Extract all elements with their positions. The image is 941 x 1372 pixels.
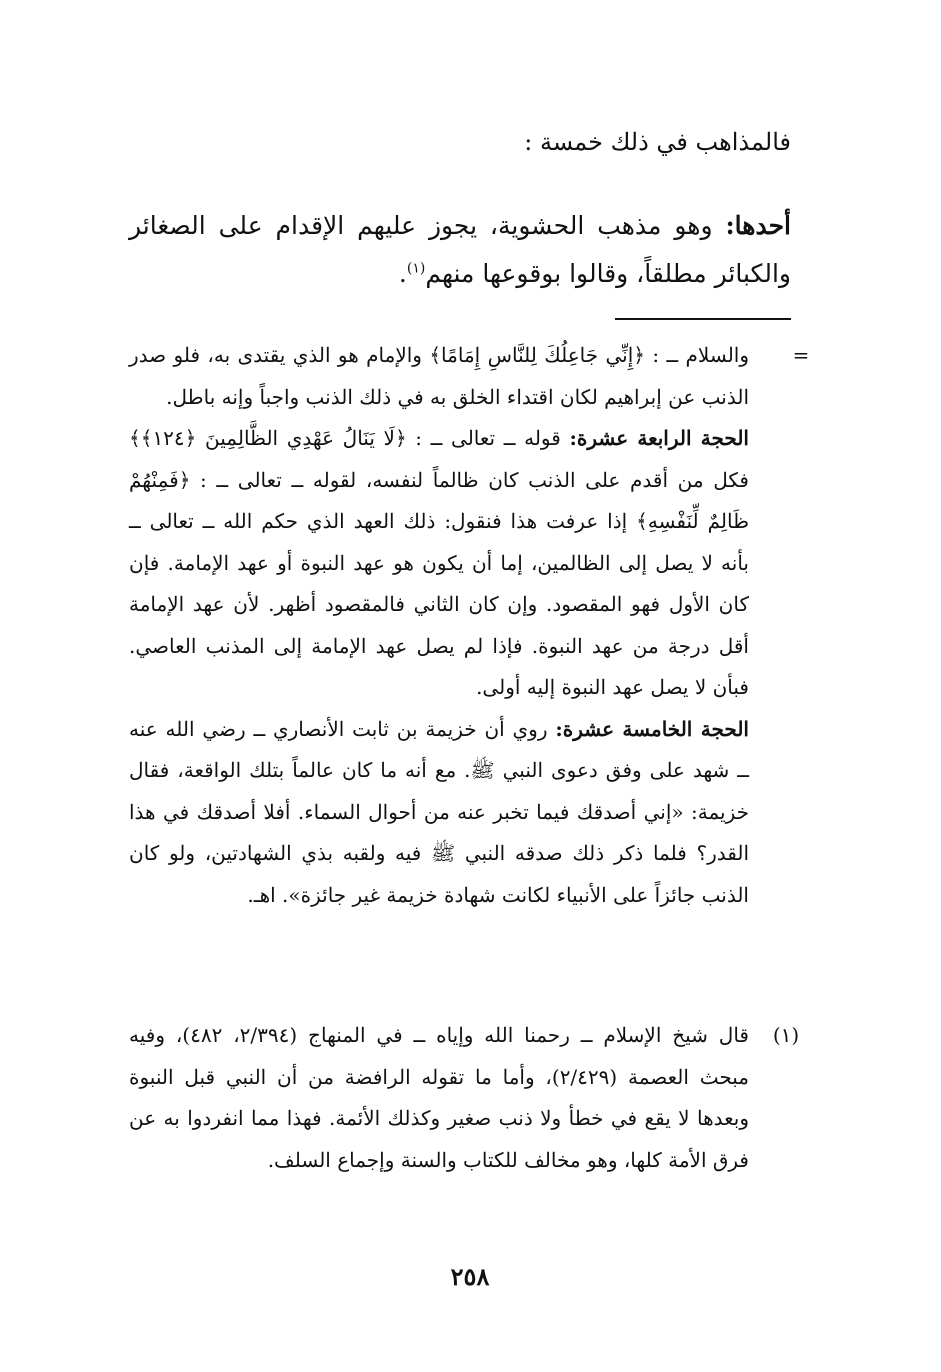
continued-footnote-paragraph-3 [129, 709, 749, 917]
argument-15-text: روي أن خزيمة بن ثابت الأنصاري ــ رضي الله عنه ــ شهد على وفق دعوى النبي ﷺ. مع أنه ما كان عالماً بتلك الواقعة، فقال خزيمة: «إني أصدقك فيما تخبر عنه من أحوال السماء. أفلا أصدقك في هذا القدر؟ فلما ذكر ذلك صدقه النبي ﷺ فيه ولقبه بذي الشهادتين، ولو كان الذنب جائزاً على الأنبياء لكانت شهادة خزيمة غير جائزة». اهـ. [129, 716, 749, 907]
continued-footnote [129, 335, 749, 916]
footnote-1-number: (١) [772, 1023, 800, 1047]
argument-15-heading: الحجة الخامسة عشرة: [555, 716, 749, 741]
main-paragraph [129, 202, 791, 298]
footnote-continuation-marker: = [792, 343, 810, 367]
main-paragraph-end: . [398, 259, 407, 288]
continued-footnote-paragraph-1: والسلام ــ : ﴿إِنِّي جَاعِلُكَ لِلنَّاسِ إِمَامًا﴾ والإمام هو الذي يقتدى به، فلو صدر الذنب عن إبراهيم لكان اقتداء الخلق به في ذلك الذنب واجباً وإنه باطل. [129, 343, 749, 409]
argument-14-heading: الحجة الرابعة عشرة: [569, 426, 749, 450]
main-paragraph-text: وهو مذهب الحشوية، يجوز عليهم الإقدام على الصغائر والكبائر مطلقاً، وقالوا بوقوعها منهم [129, 211, 791, 288]
section-heading: فالمذاهب في ذلك خمسة : [524, 128, 791, 156]
footnote-reference[interactable]: (١) [406, 260, 426, 277]
continued-footnote-paragraph-2 [129, 418, 749, 709]
argument-14-text: قوله ــ تعالى ــ : ﴿لَا يَنَالُ عَهْدِي الظَّالِمِينَ ﴿١٢٤﴾﴾ فكل من أقدم على الذنب كان ظالماً لنفسه، لقوله ــ تعالى ــ : ﴿فَمِنْهُمْ ظَالِمٌ لِّنَفْسِهِ﴾ إذا عرفت هذا فنقول: ذلك العهد الذي حكم الله ــ تعالى ــ بأنه لا يصل إلى الظالمين، إما أن يكون هو عهد النبوة أو عهد الإمامة. فإن كان الأول فهو المقصود. وإن كان الثاني فالمقصود أظهر. لأن عهد الإمامة أقل درجة من عهد النبوة. فإذا لم يصل عهد الإمامة إلى المذنب العاصي. فبأن لا يصل عهد النبوة إليه أولى. [129, 426, 749, 699]
page-number: ٢٥٨ [450, 1262, 490, 1291]
footnote-1-text: قال شيخ الإسلام ــ رحمنا الله وإياه ــ في المنهاج (٢/٣٩٤، ٤٨٢)، وفيه مبحث العصمة (٢/٤٢٩)، وأما ما تقوله الرافضة من أن النبي قبل النبوة وبعدها لا يقع في خطأ ولا ذنب صغير وكذلك الأئمة. فهذا مما انفردوا به عن فرق الأمة كلها، وهو مخالف للكتاب والسنة وإجماع السلف. [129, 1023, 749, 1172]
main-lead-bold: أحدها: [725, 211, 791, 240]
footnote-separator-rule [615, 318, 791, 320]
